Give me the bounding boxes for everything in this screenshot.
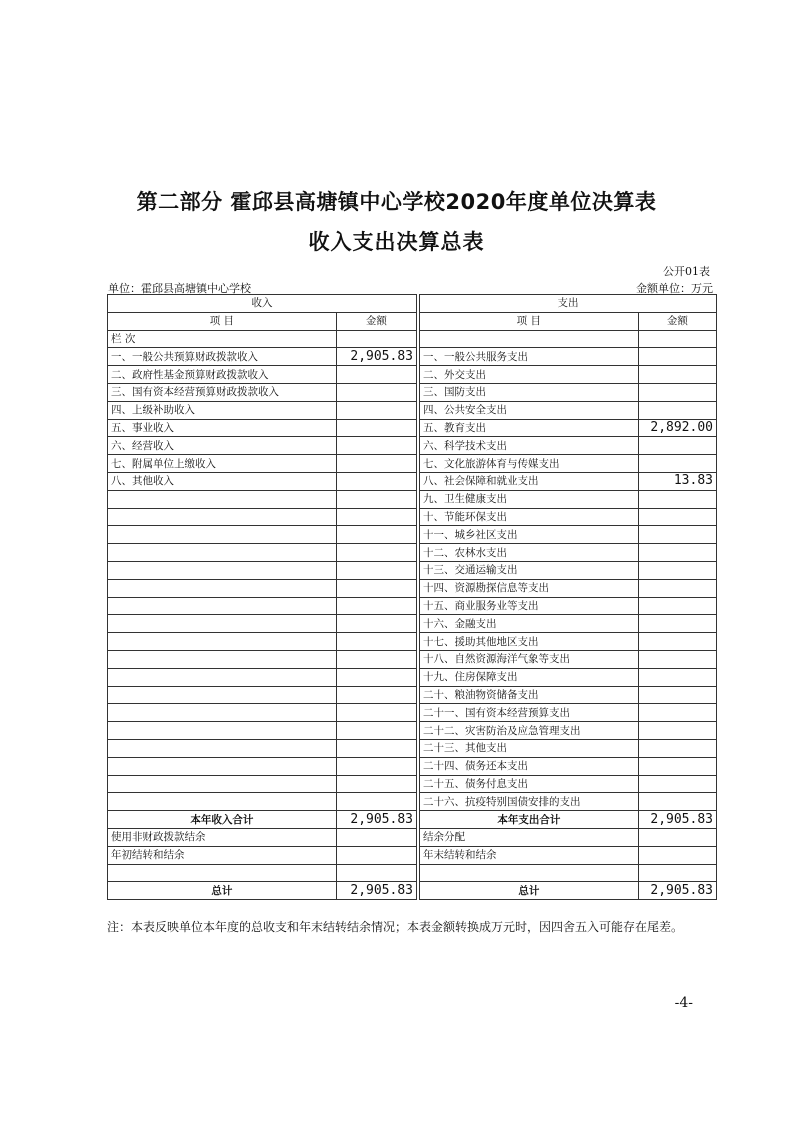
expense-amount xyxy=(638,793,716,811)
expense-item xyxy=(420,864,639,882)
expense-amount xyxy=(638,828,716,846)
income-item: 年初结转和结余 xyxy=(108,846,337,864)
income-item xyxy=(108,544,337,562)
expense-item: 十三、交通运输支出 xyxy=(420,561,639,579)
income-item xyxy=(108,739,337,757)
table-row xyxy=(108,793,717,811)
income-amount xyxy=(336,633,416,651)
income-amount xyxy=(336,419,416,437)
expense-amount xyxy=(638,579,716,597)
expense-item: 二十五、债务付息支出 xyxy=(420,775,639,793)
income-item xyxy=(108,686,337,704)
header-row-sections xyxy=(108,295,717,313)
expense-item: 十四、资源勘探信息等支出 xyxy=(420,579,639,597)
table-row xyxy=(108,490,717,508)
grand-total-income: 2,905.83 xyxy=(336,882,416,900)
table-row xyxy=(108,704,717,722)
income-item xyxy=(108,508,337,526)
expense-item: 十一、城乡社区支出 xyxy=(420,526,639,544)
expense-amount xyxy=(638,561,716,579)
expense-amount xyxy=(638,615,716,633)
table-row xyxy=(108,775,717,793)
table-row xyxy=(108,668,717,686)
expense-item: 六、科学技术支出 xyxy=(420,437,639,455)
table-row xyxy=(108,597,717,615)
expense-item: 二十一、国有资本经营预算支出 xyxy=(420,704,639,722)
expense-amount xyxy=(638,757,716,775)
income-amount-header: 金额 xyxy=(336,312,416,330)
income-amount xyxy=(336,846,416,864)
income-item xyxy=(108,775,337,793)
grand-total-row xyxy=(108,882,717,900)
income-amount xyxy=(336,472,416,490)
income-amount xyxy=(336,864,416,882)
income-item: 五、事业收入 xyxy=(108,419,337,437)
expense-item: 二十二、灾害防治及应急管理支出 xyxy=(420,722,639,740)
income-item: 一、一般公共预算财政拨款收入 xyxy=(108,348,337,366)
expense-item: 二、外交支出 xyxy=(420,366,639,384)
table-row xyxy=(108,455,717,473)
income-item xyxy=(108,597,337,615)
expense-amount xyxy=(638,686,716,704)
income-amount xyxy=(336,828,416,846)
expense-amount xyxy=(638,508,716,526)
income-amount xyxy=(336,526,416,544)
expense-amount xyxy=(638,455,716,473)
income-amount xyxy=(336,668,416,686)
expense-header: 支出 xyxy=(420,295,717,313)
table-title: 收入支出决算总表 xyxy=(308,230,485,254)
income-item-header: 项 目 xyxy=(108,312,337,330)
expense-amount xyxy=(638,668,716,686)
income-item: 四、上级补助收入 xyxy=(108,401,337,419)
grand-total-expense-label: 总计 xyxy=(420,882,639,900)
income-amount xyxy=(336,561,416,579)
table-row xyxy=(108,508,717,526)
expense-amount xyxy=(638,633,716,651)
income-item xyxy=(108,579,337,597)
expense-item: 七、文化旅游体育与传媒支出 xyxy=(420,455,639,473)
expense-amount xyxy=(638,704,716,722)
income-amount xyxy=(336,437,416,455)
income-item: 七、附属单位上缴收入 xyxy=(108,455,337,473)
unit-label: 单位：霍邱县高塘镇中心学校 xyxy=(108,282,251,295)
table-row xyxy=(108,348,717,366)
table-row xyxy=(108,633,717,651)
income-amount xyxy=(336,490,416,508)
expense-amount: 2,892.00 xyxy=(638,419,716,437)
income-amount xyxy=(336,508,416,526)
expense-total: 2,905.83 xyxy=(638,811,716,829)
expense-item: 八、社会保障和就业支出 xyxy=(420,472,639,490)
income-amount xyxy=(336,793,416,811)
income-item: 二、政府性基金预算财政拨款收入 xyxy=(108,366,337,384)
expense-amount xyxy=(638,650,716,668)
expense-item: 二十六、抗疫特别国债安排的支出 xyxy=(420,793,639,811)
expense-item: 十二、农林水支出 xyxy=(420,544,639,562)
expense-item: 二十四、债务还本支出 xyxy=(420,757,639,775)
expense-amount xyxy=(638,401,716,419)
column-index-label: 栏 次 xyxy=(108,330,337,348)
expense-item: 年末结转和结余 xyxy=(420,846,639,864)
expense-amount: 13.83 xyxy=(638,472,716,490)
table-row xyxy=(108,615,717,633)
page-number: -4- xyxy=(674,995,693,1011)
expense-amount xyxy=(638,722,716,740)
income-amount xyxy=(336,686,416,704)
income-item xyxy=(108,561,337,579)
income-item: 三、国有资本经营预算财政拨款收入 xyxy=(108,383,337,401)
expense-item: 二十三、其他支出 xyxy=(420,739,639,757)
grand-total-income-label: 总计 xyxy=(108,882,337,900)
income-total: 2,905.83 xyxy=(336,811,416,829)
grand-total-expense: 2,905.83 xyxy=(638,882,716,900)
income-amount xyxy=(336,722,416,740)
table-row xyxy=(108,437,717,455)
income-header: 收入 xyxy=(108,295,417,313)
budget-table xyxy=(107,294,717,900)
expense-item-header: 项 目 xyxy=(420,312,639,330)
table-row xyxy=(108,366,717,384)
income-item: 使用非财政拨款结余 xyxy=(108,828,337,846)
table-row xyxy=(108,561,717,579)
expense-amount xyxy=(638,544,716,562)
table-row xyxy=(108,419,717,437)
income-amount xyxy=(336,544,416,562)
income-item xyxy=(108,633,337,651)
header-row-columns xyxy=(108,312,717,330)
income-item xyxy=(108,793,337,811)
expense-item: 一、一般公共服务支出 xyxy=(420,348,639,366)
table-row xyxy=(108,544,717,562)
income-item xyxy=(108,650,337,668)
column-index-row xyxy=(108,330,717,348)
table-row xyxy=(108,739,717,757)
expense-amount xyxy=(638,846,716,864)
table-row xyxy=(108,722,717,740)
expense-item: 五、教育支出 xyxy=(420,419,639,437)
expense-item: 三、国防支出 xyxy=(420,383,639,401)
expense-amount xyxy=(638,366,716,384)
expense-item: 十八、自然资源海洋气象等支出 xyxy=(420,650,639,668)
expense-amount xyxy=(638,383,716,401)
income-amount xyxy=(336,615,416,633)
table-row xyxy=(108,472,717,490)
income-amount xyxy=(336,455,416,473)
income-amount xyxy=(336,775,416,793)
income-amount: 2,905.83 xyxy=(336,348,416,366)
income-item xyxy=(108,722,337,740)
expense-item: 十七、援助其他地区支出 xyxy=(420,633,639,651)
expense-item: 结余分配 xyxy=(420,828,639,846)
totals-row xyxy=(108,811,717,829)
income-amount xyxy=(336,757,416,775)
income-amount xyxy=(336,704,416,722)
expense-item: 十九、住房保障支出 xyxy=(420,668,639,686)
income-total-label: 本年收入合计 xyxy=(108,811,337,829)
expense-item: 二十、粮油物资储备支出 xyxy=(420,686,639,704)
expense-amount xyxy=(638,775,716,793)
table-row xyxy=(108,579,717,597)
table-row xyxy=(108,846,717,864)
expense-amount xyxy=(638,739,716,757)
income-item xyxy=(108,704,337,722)
table-row xyxy=(108,828,717,846)
income-item xyxy=(108,526,337,544)
income-item xyxy=(108,864,337,882)
expense-total-label: 本年支出合计 xyxy=(420,811,639,829)
page-title: 第二部分 霍邱县高塘镇中心学校2020年度单位决算表 xyxy=(136,190,657,214)
expense-item: 十五、商业服务业等支出 xyxy=(420,597,639,615)
expense-amount xyxy=(638,348,716,366)
income-amount xyxy=(336,597,416,615)
table-row xyxy=(108,650,717,668)
income-amount xyxy=(336,401,416,419)
income-amount xyxy=(336,366,416,384)
income-amount xyxy=(336,739,416,757)
income-item: 六、经营收入 xyxy=(108,437,337,455)
table-row xyxy=(108,526,717,544)
income-item xyxy=(108,757,337,775)
expense-amount xyxy=(638,490,716,508)
income-amount xyxy=(336,383,416,401)
income-item xyxy=(108,490,337,508)
expense-item: 四、公共安全支出 xyxy=(420,401,639,419)
income-item xyxy=(108,668,337,686)
table-row xyxy=(108,864,717,882)
income-amount xyxy=(336,579,416,597)
table-row xyxy=(108,401,717,419)
footnote: 注：本表反映单位本年度的总收支和年末结转结余情况；本表金额转换成万元时，因四舍五入可能存在尾差。 xyxy=(107,920,684,934)
currency-label: 金额单位：万元 xyxy=(636,282,713,295)
table-row xyxy=(108,383,717,401)
expense-amount xyxy=(638,526,716,544)
income-item: 八、其他收入 xyxy=(108,472,337,490)
expense-item: 十、节能环保支出 xyxy=(420,508,639,526)
expense-amount xyxy=(638,864,716,882)
form-number: 公开01表 xyxy=(663,265,710,278)
expense-amount xyxy=(638,437,716,455)
table-row xyxy=(108,686,717,704)
table-row xyxy=(108,757,717,775)
income-item xyxy=(108,615,337,633)
expense-item: 九、卫生健康支出 xyxy=(420,490,639,508)
expense-item: 十六、金融支出 xyxy=(420,615,639,633)
income-amount xyxy=(336,650,416,668)
expense-amount-header: 金额 xyxy=(638,312,716,330)
expense-amount xyxy=(638,597,716,615)
